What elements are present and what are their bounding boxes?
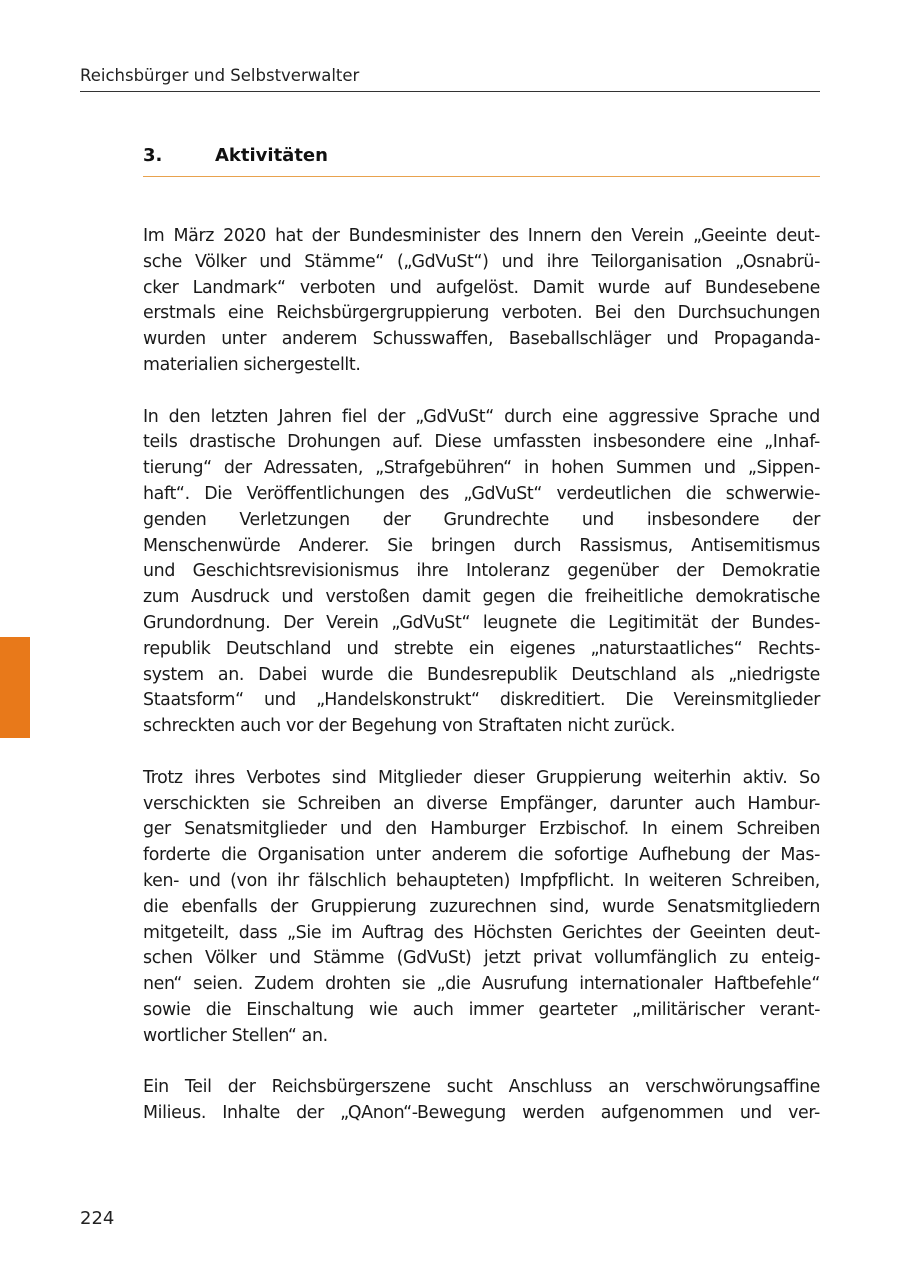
section-number: 3. (143, 145, 163, 166)
text-line: wortlicher Stellen“ an. (143, 1025, 328, 1046)
paragraph (143, 766, 820, 1050)
text-line: cker Landmark“ verboten und aufgelöst. Damit wurde auf Bundesebene (143, 277, 820, 298)
text-line: sowie die Einschaltung wie auch immer gearteter „militärischer verant- (143, 999, 820, 1020)
text-line: In den letzten Jahren fiel der „GdVuSt“ durch eine aggressive Sprache und (143, 406, 820, 427)
text-line: wurden unter anderem Schusswaffen, Baseballschläger und Propaganda- (143, 329, 820, 350)
text-line: verschickten sie Schreiben an diverse Empfänger, darunter auch Hambur- (143, 793, 820, 814)
text-line: republik Deutschland und strebte ein eigenes „naturstaatliches“ Rechts- (143, 638, 820, 659)
text-line: ken- und (von ihr fälschlich behaupteten) Impfpflicht. In weiteren Schreiben, (143, 870, 820, 891)
text-line: schreckten auch vor der Begehung von Straftaten nicht zurück. (143, 716, 676, 737)
text-line: tierung“ der Adressaten, „Strafgebühren“ in hohen Summen und „Sippen- (143, 458, 820, 479)
section-heading (143, 145, 820, 166)
text-line: schen Völker und Stämme (GdVuSt) jetzt privat vollumfänglich zu enteig- (143, 948, 820, 969)
text-line: die ebenfalls der Gruppierung zuzurechnen sind, wurde Senatsmitgliedern (143, 896, 820, 917)
paragraph (143, 405, 820, 740)
text-line: nen“ seien. Zudem drohten sie „die Ausrufung internationaler Haftbefehle“ (143, 974, 820, 995)
page-number: 224 (80, 1208, 115, 1229)
heading-rule (143, 176, 820, 177)
text-line: mitgeteilt, dass „Sie im Auftrag des Höchsten Gerichtes der Geeinten deut- (143, 922, 820, 943)
text-line: Trotz ihres Verbotes sind Mitglieder dieser Gruppierung weiterhin aktiv. So (143, 767, 820, 788)
text-line: Staatsform“ und „Handelskonstrukt“ diskreditiert. Die Vereinsmitglieder (143, 690, 820, 711)
running-header: Reichsbürger und Selbstverwalter (80, 66, 360, 85)
paragraph (143, 1075, 820, 1127)
text-line: ger Senatsmitglieder und den Hamburger Erzbischof. In einem Schreiben (143, 819, 820, 840)
text-line: Ein Teil der Reichsbürgerszene sucht Anschluss an verschwörungsaffine (143, 1077, 820, 1098)
text-line: genden Verletzungen der Grundrechte und insbesondere der (143, 509, 820, 530)
text-line: zum Ausdruck und verstoßen damit gegen die freiheitliche demokratische (143, 587, 820, 608)
text-line: sche Völker und Stämme“ („GdVuSt“) und ihre Teilorganisation „Osnabrü- (143, 251, 820, 272)
text-line: Im März 2020 hat der Bundesminister des Innern den Verein „Geeinte deut- (143, 226, 820, 246)
body-text (143, 224, 820, 1153)
section-title: Aktivitäten (215, 145, 328, 166)
text-line: und Geschichtsrevisionismus ihre Intoleranz gegenüber der Demokratie (143, 561, 820, 582)
text-line: Grundordnung. Der Verein „GdVuSt“ leugnete die Legitimität der Bundes- (143, 612, 820, 633)
chapter-side-tab (0, 637, 30, 738)
paragraph (143, 224, 820, 379)
text-line: system an. Dabei wurde die Bundesrepublik Deutschland als „niedrigste (143, 664, 820, 685)
header-rule (80, 91, 820, 92)
text-line: materialien sichergestellt. (143, 354, 361, 375)
text-line: forderte die Organisation unter anderem die sofortige Aufhebung der Mas- (143, 845, 820, 866)
text-line: Menschenwürde Anderer. Sie bringen durch Rassismus, Antisemitismus (143, 535, 820, 556)
text-line: teils drastische Drohungen auf. Diese umfassten insbesondere eine „Inhaf- (143, 432, 820, 453)
text-line: haft“. Die Veröffentlichungen des „GdVuSt“ verdeutlichen die schwerwie- (143, 483, 820, 504)
text-line: erstmals eine Reichsbürgergruppierung verboten. Bei den Durchsuchungen (143, 303, 820, 324)
text-line: Milieus. Inhalte der „QAnon“-Bewegung werden aufgenommen und ver- (143, 1103, 820, 1124)
